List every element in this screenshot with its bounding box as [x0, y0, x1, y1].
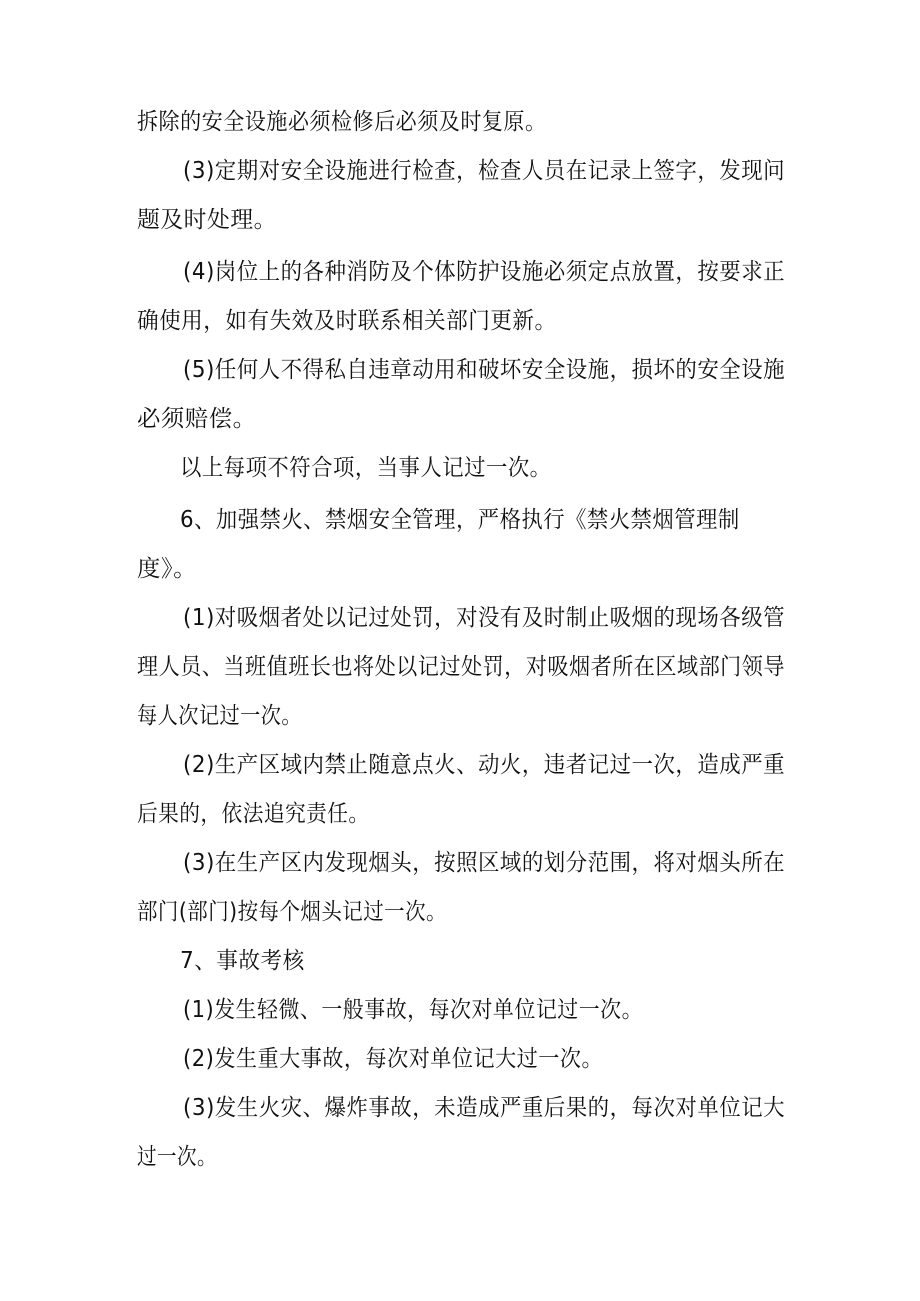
section-heading: 7、事故考核 [180, 948, 305, 974]
paragraph-line: (1)对吸烟者处以记过处罚，对没有及时制止吸烟的现场各级管 [183, 605, 786, 631]
paragraph-line: 6、加强禁火、禁烟安全管理，严格执行《禁火禁烟管理制 [180, 507, 740, 533]
paragraph-line: (2)生产区域内禁止随意点火、动火，违者记过一次，造成严重 [183, 752, 786, 778]
paragraph-line: 度》。 [137, 556, 197, 582]
paragraph-line: 拆除的安全设施必须检修后必须及时复原。 [137, 109, 547, 135]
paragraph-line: 确使用，如有失效及时联系相关部门更新。 [137, 308, 557, 334]
paragraph-line: (3)发生火灾、爆炸事故，未造成严重后果的，每次对单位记大 [183, 1095, 786, 1121]
paragraph-line: (3)在生产区内发现烟头，按照区域的划分范围，将对烟头所在 [183, 850, 786, 876]
paragraph-line: 每人次记过一次。 [137, 703, 303, 729]
paragraph-line: (5)任何人不得私自违章动用和破坏安全设施，损坏的安全设施 [183, 357, 786, 383]
paragraph-line: (4)岗位上的各种消防及个体防护设施必须定点放置，按要求正 [183, 259, 786, 285]
paragraph-line: (1)发生轻微、一般事故，每次对单位记过一次。 [183, 997, 644, 1023]
paragraph-line: 部门(部门)按每个烟头记过一次。 [137, 899, 447, 925]
paragraph-line: 以上每项不符合项，当事人记过一次。 [180, 455, 552, 481]
paragraph-line: (3)定期对安全设施进行检查，检查人员在记录上签字，发现问 [183, 158, 786, 184]
paragraph-line: (2)发生重大事故，每次对单位记大过一次。 [183, 1046, 604, 1072]
paragraph-line: 理人员、当班值班长也将处以记过处罚，对吸烟者所在区域部门领导 [137, 654, 785, 680]
paragraph-line: 过一次。 [137, 1144, 218, 1170]
paragraph-line: 后果的，依法追究责任。 [137, 801, 370, 827]
paragraph-line: 必须赔偿。 [137, 406, 257, 432]
paragraph-line: 题及时处理。 [137, 207, 277, 233]
